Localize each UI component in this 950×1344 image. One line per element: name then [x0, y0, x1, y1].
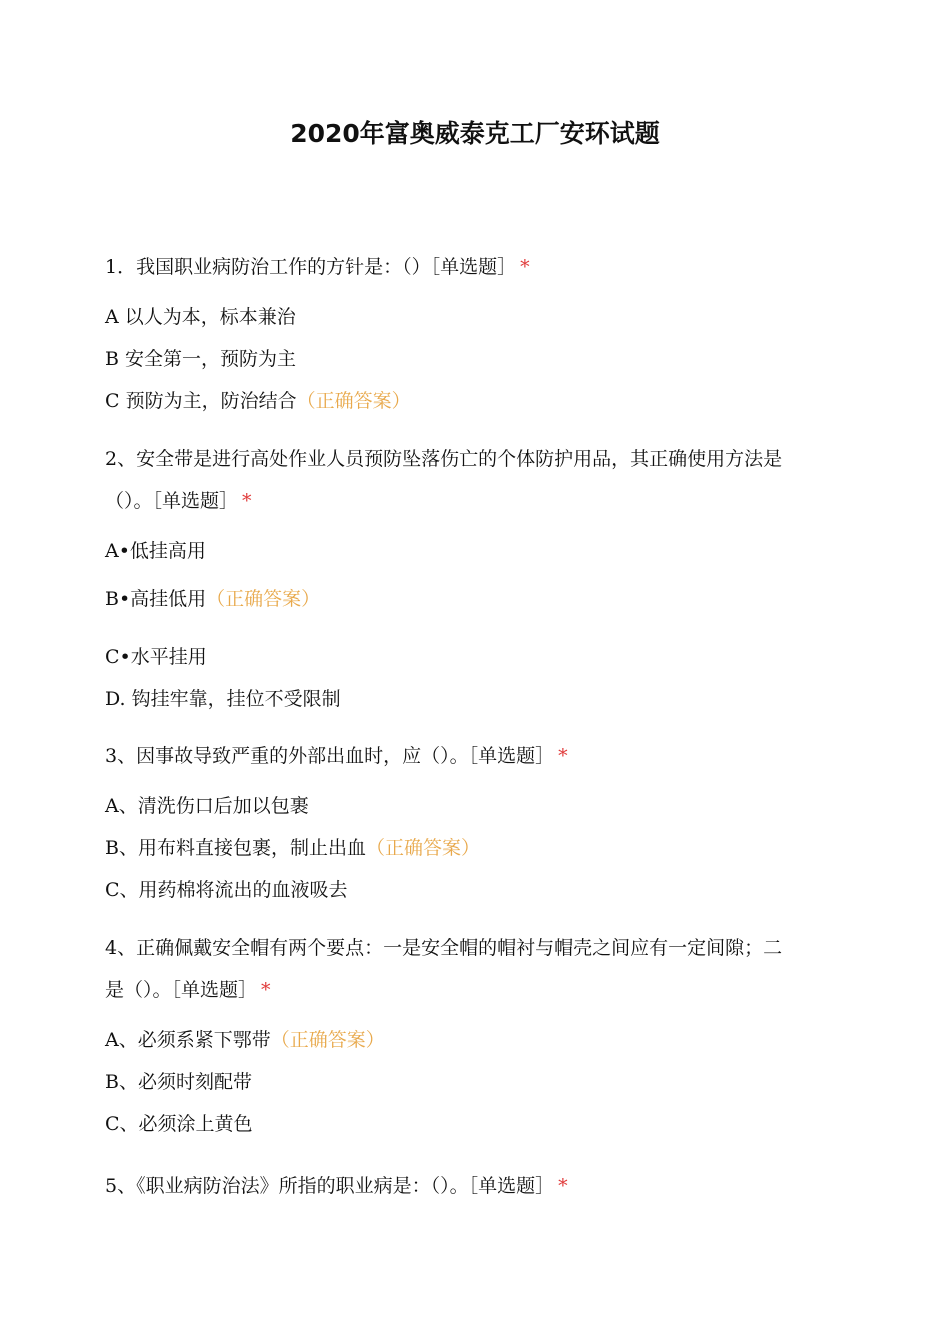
question-3-stem [105, 743, 845, 769]
option-text: B•高挂低用 [105, 588, 207, 610]
question-4-option-b: B、必须时刻配带 [105, 1071, 252, 1093]
question-3-option-c: C、用药棉将流出的血液吸去 [105, 879, 348, 901]
question-4-text: 是（）。［单选题］ [105, 979, 258, 1001]
required-star: * [242, 490, 252, 512]
correct-answer-label: （正确答案） [270, 1029, 385, 1051]
required-star: * [261, 979, 271, 1001]
question-2-option-d: D. 钩挂牢靠，挂位不受限制 [105, 688, 341, 710]
question-2-stem-line-1: 2、安全带是进行高处作业人员预防坠落伤亡的个体防护用品，其正确使用方法是 [105, 448, 783, 470]
question-2-option-c: C•水平挂用 [105, 646, 207, 668]
question-1-stem [105, 254, 845, 280]
correct-answer-label: （正确答案） [365, 837, 480, 859]
question-3-text: 3、因事故导致严重的外部出血时，应（）。［单选题］ [105, 745, 555, 767]
question-2-stem-line-2 [105, 488, 845, 514]
question-1-text: 1．我国职业病防治工作的方针是：（）［单选题］ [105, 256, 517, 278]
question-1-option-b: B 安全第一，预防为主 [105, 348, 297, 370]
question-4-stem-line-1: 4、正确佩戴安全帽有两个要点：一是安全帽的帽衬与帽壳之间应有一定间隙；二 [105, 937, 783, 959]
question-4-option-a [105, 1027, 845, 1053]
required-star: * [558, 1175, 568, 1197]
page-title: 2020年富奥威泰克工厂安环试题 [290, 119, 660, 148]
question-5-text: 5、《职业病防治法》所指的职业病是：（）。［单选题］ [105, 1175, 555, 1197]
question-5-stem [105, 1173, 845, 1199]
question-2-option-a: A•低挂高用 [105, 540, 206, 562]
required-star: * [520, 256, 530, 278]
correct-answer-label: （正确答案） [206, 588, 321, 610]
option-text: B、用布料直接包裹，制止出血 [105, 837, 366, 859]
question-3-option-a: A、清洗伤口后加以包裹 [105, 795, 309, 817]
question-2-text: （）。［单选题］ [105, 490, 239, 512]
question-1-option-a: A 以人为本，标本兼治 [105, 306, 296, 328]
question-3-option-b [105, 835, 845, 861]
question-1-option-c [105, 388, 845, 414]
correct-answer-label: （正确答案） [296, 390, 411, 412]
question-4-stem-line-2 [105, 977, 845, 1003]
question-4-option-c: C、必须涂上黄色 [105, 1113, 253, 1135]
option-text: A、必须系紧下鄂带 [105, 1029, 271, 1051]
option-text: C 预防为主，防治结合 [105, 390, 297, 412]
required-star: * [558, 745, 568, 767]
question-2-option-b [105, 586, 845, 612]
